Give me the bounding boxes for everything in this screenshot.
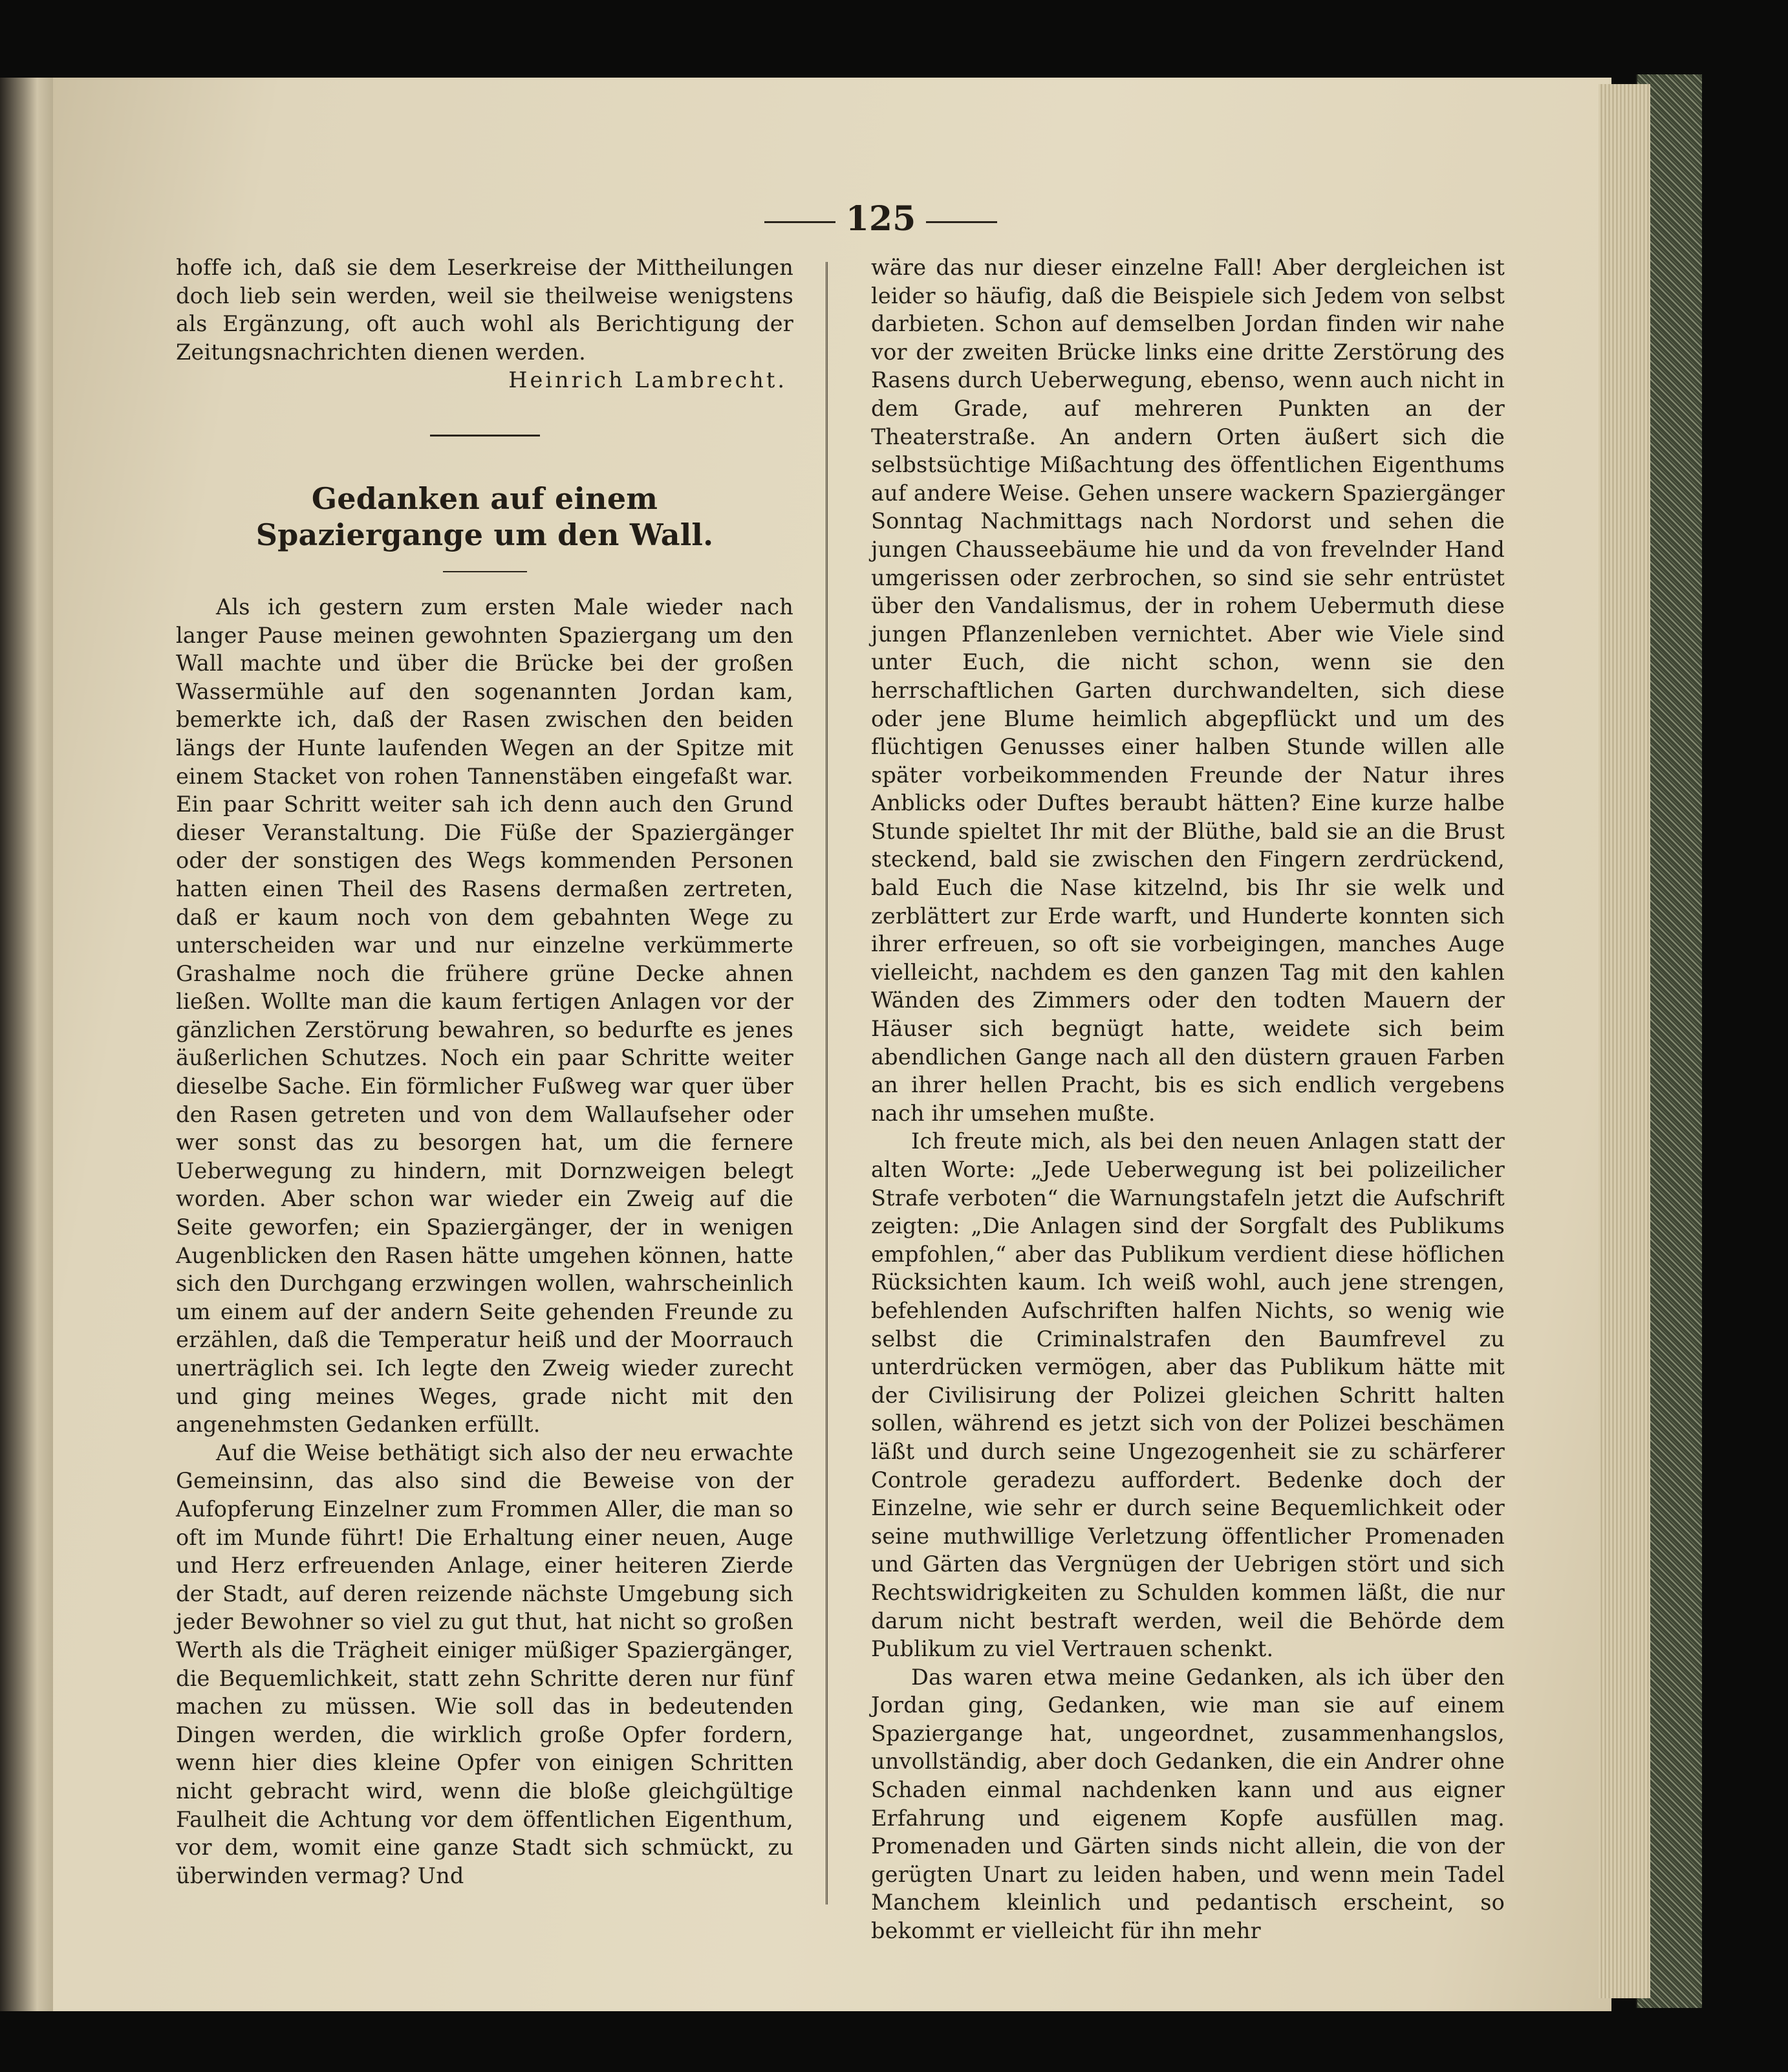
page-header [53, 194, 1611, 246]
article-paragraph-5: Das waren etwa meine Gedanken, als ich über den Jordan ging, Gedanken, wie man sie auf einem Spaziergange hat, ungeordnet, zusammenhangslos, unvollständig, aber doch Gedanken, die ein Andrer ohne Schaden einmal nachdenken kann und aus eigner Erfahrung und eigenem Kopfe ausfüllen mag. Promenaden und Gärten sinds nicht allein, die von der gerügten Unart zu leiden haben, und wenn mein Tadel Manchem kleinlich und pedantisch erscheint, so bekommt er vielleicht für ihn mehr [871, 1664, 1505, 1944]
title-rule [443, 571, 527, 572]
page-stack-edge [1599, 84, 1650, 1998]
book-edge-left [0, 78, 53, 2011]
article-paragraph-1: Als ich gestern zum ersten Male wieder nach langer Pause meinen gewohnten Spaziergang um den Wall machte und über die Brücke bei der großen Wassermühle auf den sogenannten Jordan kam, bemerkte ich, daß der Rasen zwischen den beiden längs der Hunte laufenden Wegen an der Spitze mit einem Stacket von rohen Tannenstäben eingefaßt war. Ein paar Schritt weiter sah ich denn auch den Grund dieser Veranstaltung. Die Füße der Spaziergänger oder der sonstigen des Wegs kommenden Personen hatten einen Theil des Rasens dermaßen zertreten, daß er kaum noch von dem gebahnten Wege zu unterscheiden war und nur einzelne verkümmerte Grashalme noch die frühere grüne Decke ahnen ließen. Wollte man die kaum fertigen Anlagen vor der gänzlichen Zerstörung bewahren, so bedurfte es jenes äußerlichen Schutzes. Noch ein paar Schritte weiter dieselbe Sache. Ein förmlicher Fußweg war quer über den Rasen getreten und von dem Wallaufseher oder wer sonst das zu besorgen hat, um die fernere Ueberwegung zu hindern, mit Dornzweigen belegt worden. Aber schon war wieder ein Zweig auf die Seite geworfen; ein Spaziergänger, der in wenigen Augenblicken den Rasen hätte umgehen können, hatte sich den Durchgang erzwingen wollen, wahrscheinlich um einem auf der andern Seite gehenden Freunde zu erzählen, daß die Temperatur heiß und der Moorrauch unerträglich sei. Ich legte den Zweig wieder zurecht und ging meines Weges, grade nicht mit den angenehmsten Gedanken erfüllt. [176, 594, 793, 1438]
newspaper-page [53, 78, 1611, 2011]
section-rule [430, 435, 540, 437]
article-paragraph-3: wäre das nur dieser einzelne Fall! Aber dergleichen ist leider so häufig, daß die Beispiele sich Jedem von selbst darbieten. Schon auf demselben Jordan finden wir nahe vor der zweiten Brücke links eine dritte Zerstörung des Rasens durch Ueberwegung, ebenso, wenn auch nicht in dem Grade, auf mehreren Punkten an der Theaterstraße. An andern Orten äußert sich die selbstsüchtige Mißachtung des öffentlichen Eigenthums auf andere Weise. Gehen unsere wackern Spaziergänger Sonntag Nachmittags nach Nordorst und sehen die jungen Chausseebäume hie und da von frevelnder Hand umgerissen oder zerbrochen, so sind sie sehr entrüstet über den Vandalismus, der in rohem Uebermuth diese jungen Pflanzenleben vernichtet. Aber wie Viele sind unter Euch, die nicht schon, wenn sie den herrschaftlichen Garten durchwandelten, sich diese oder jene Blume heimlich abgepflückt und um des flüchtigen Genusses einer halben Stunde willen alle später vorbeikommenden Freunde der Natur ihres Anblicks oder Duftes beraubt hätten? Eine kurze halbe Stunde spieltet Ihr mit der Blüthe, bald sie an die Brust steckend, bald sie zwischen den Fingern zerdrückend, bald Euch die Nase kitzelnd, bis Ihr sie welk und zerblättert zur Erde warft, und Hunderte konnten sich ihrer erfreuen, so oft sie vorbeigingen, manches Auge vielleicht, nachdem es den ganzen Tag mit den kahlen Wänden des Zimmers oder den todten Mauern der Häuser sich begnügt hatte, weidete sich beim abendlichen Gange nach all den düstern grauen Farben an ihrer hellen Pracht, bis es sich endlich vergebens nach ihr umsehen mußte. [871, 255, 1505, 1126]
intro-paragraph: hoffe ich, daß sie dem Leserkreise der Mittheilungen doch lieb sein werden, weil sie theilweise wenigstens als Ergänzung, oft auch wohl als Berichtigung der Zeitungsnachrichten dienen werden. [176, 255, 793, 365]
header-dash-left [764, 221, 835, 223]
article-title: Gedanken auf einem Spaziergange um den Wall. [255, 480, 714, 552]
article-paragraph-2: Auf die Weise bethätigt sich also der neu erwachte Gemeinsinn, das also sind die Beweise von der Aufopferung Einzelner zum Frommen Aller, die man so oft im Munde führt! Die Erhaltung einer neuen, Auge und Herz erfreuenden Anlage, einer heiteren Zierde der Stadt, auf deren reizende nächste Umgebung sich jeder Bewohner so viel zu gut thut, hat nicht so großen Werth als die Trägheit einiger müßiger Spaziergänger, die Bequemlichkeit, statt zehn Schritte deren nur fünf machen zu müssen. Wie soll das in bedeutenden Dingen werden, die wirklich große Opfer fordern, wenn hier dies kleine Opfer von einigen Schritten nicht gebracht wird, wenn die bloße gleichgültige Faulheit die Achtung vor dem öffentlichen Eigenthum, vor dem, womit eine ganze Stadt sich schmückt, zu überwinden vermag? Und [176, 1440, 793, 1888]
column-divider [826, 262, 830, 1905]
left-column [176, 254, 793, 1890]
header-dash-right [926, 221, 997, 223]
author-signature: Heinrich Lambrecht. [508, 367, 787, 393]
page-number: 125 [845, 199, 916, 239]
right-column [871, 254, 1505, 1945]
article-paragraph-4: Ich freute mich, als bei den neuen Anlagen statt der alten Worte: „Jede Ueberwegung ist bei polizeilicher Strafe verboten“ die Warnungstafeln jetzt die Aufschrift zeigten: „Die Anlagen sind der Sorgfalt des Publikums empfohlen,“ aber das Publikum verdient diese höflichen Rücksichten kaum. Ich weiß wohl, auch jene strengen, befehlenden Aufschriften halfen Nichts, so wenig wie selbst die Criminalstrafen den Baumfrevel zu unterdrücken vermögen, aber das Publikum hätte mit der Civilisirung der Polizei gleichen Schritt halten sollen, während es jetzt sich von der Polizei beschämen läßt und durch seine Ungezogenheit sie zu schärferer Controle geradezu auffordert. Bedenke doch der Einzelne, wie sehr er durch seine Bequemlichkeit oder seine muthwillige Verletzung öffentlicher Promenaden und Gärten das Vergnügen der Uebrigen stört und sich Rechtswidrigkeiten zu Schulden kommen läßt, die nur darum nicht bestraft werden, weil die Behörde dem Publikum zu viel Vertrauen schenkt. [871, 1128, 1505, 1662]
